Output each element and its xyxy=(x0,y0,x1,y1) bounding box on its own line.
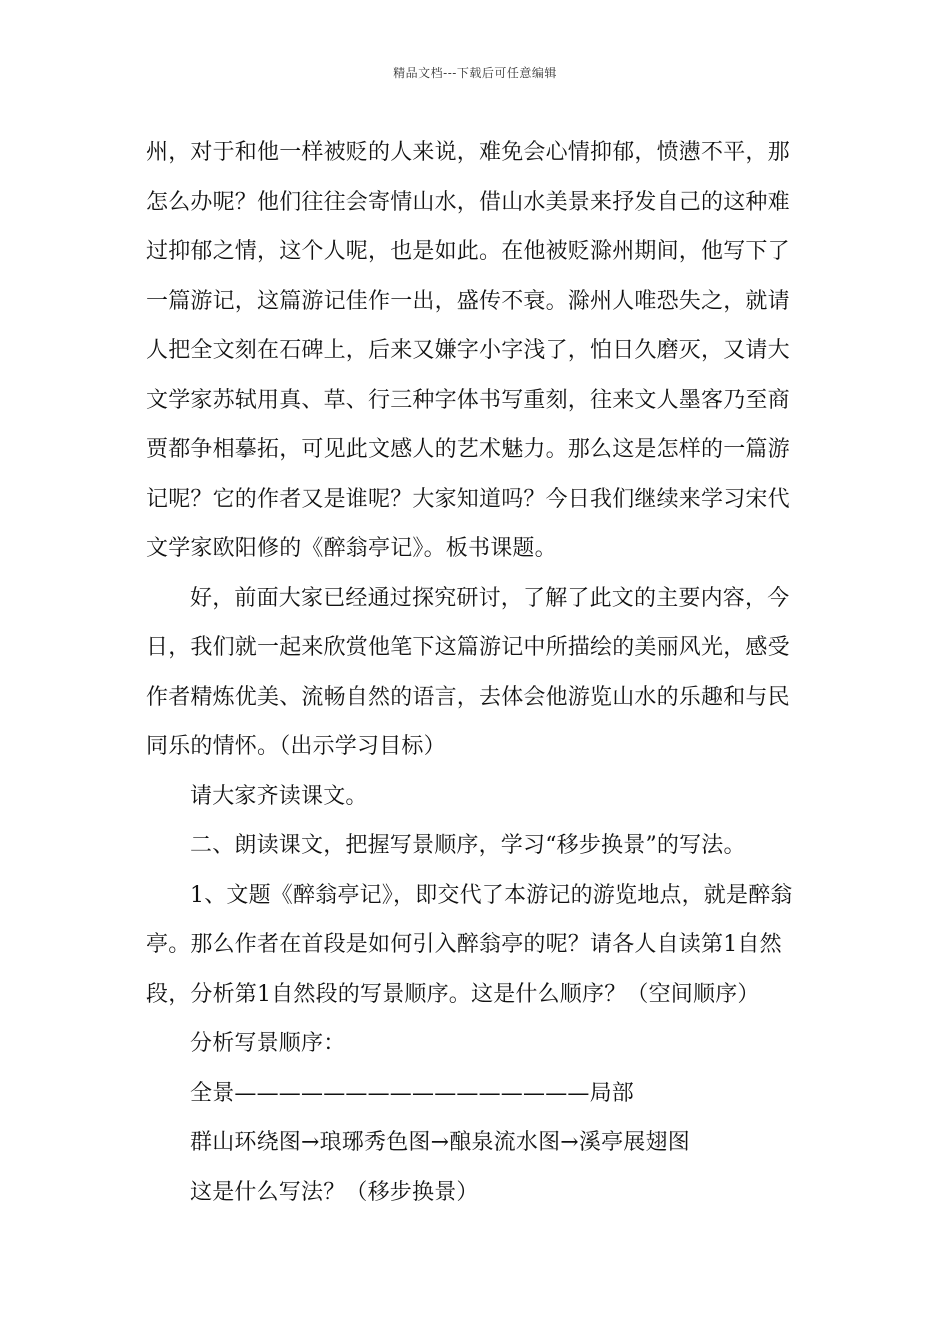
text-line: 日，我们就一起来欣赏他笔下这篇游记中所描绘的美丽风光，感受 xyxy=(146,635,790,660)
paragraph-start-line: 分析写景顺序： xyxy=(190,1031,346,1056)
text-line: 同乐的情怀。（出示学习目标） xyxy=(146,734,446,759)
paragraph-start-line: 好，前面大家已经通过探究研讨，了解了此文的主要内容，今 xyxy=(190,585,790,611)
text-line: 怎么办呢？他们往往会寄情山水，借山水美景来抒发自己的这种难 xyxy=(146,189,790,215)
text-line: 作者精炼优美、流畅自然的语言，去体会他游览山水的乐趣和与民 xyxy=(146,684,790,710)
scene-order-line: 全景————————————————局部 xyxy=(190,1080,635,1106)
text-line: 贾都争相摹拓，可见此文感人的艺术魅力。那么这是怎样的一篇游 xyxy=(146,437,790,462)
text-line: 亭。那么作者在首段是如何引入醉翁亭的呢？请各人自读第1自然 xyxy=(146,932,782,957)
text-line: 一篇游记，这篇游记佳作一出，盛传不衰。滁州人唯恐失之，就请 xyxy=(146,288,790,314)
text-line: 记呢？它的作者又是谁呢？大家知道吗？今日我们继续来学习宋代 xyxy=(146,486,790,512)
paragraph-start-line: 这是什么写法？（移步换景） xyxy=(190,1179,479,1205)
scene-sequence-line: 群山环绕图→琅琊秀色图→酿泉流水图→溪亭展翅图 xyxy=(190,1130,690,1155)
text-line: 州，对于和他一样被贬的人来说，难免会心情抑郁，愤懑不平，那 xyxy=(146,140,790,165)
text-line: 文学家苏轼用真、草、行三种字体书写重刻，往来文人墨客乃至商 xyxy=(146,387,790,413)
page-header: 精品文档---下载后可任意编辑 xyxy=(393,66,557,80)
section-heading: 二、朗读课文，把握写景顺序，学习“移步换景”的写法。 xyxy=(190,833,746,858)
paragraph-start-line: 1、文题《醉翁亭记》，即交代了本游记的游览地点，就是醉翁 xyxy=(190,882,793,908)
text-line: 人把全文刻在石碑上，后来又嫌字小字浅了，怕日久磨灭，又请大 xyxy=(146,338,790,363)
text-line: 文学家欧阳修的《醉翁亭记》。板书课题。 xyxy=(146,536,557,561)
text-line: 段，分析第1自然段的写景顺序。这是什么顺序？（空间顺序） xyxy=(146,981,760,1007)
paragraph-start-line: 请大家齐读课文。 xyxy=(190,783,368,809)
text-line: 过抑郁之情，这个人呢，也是如此。在他被贬滁州期间，他写下了 xyxy=(146,239,790,264)
document-body xyxy=(146,128,806,1217)
